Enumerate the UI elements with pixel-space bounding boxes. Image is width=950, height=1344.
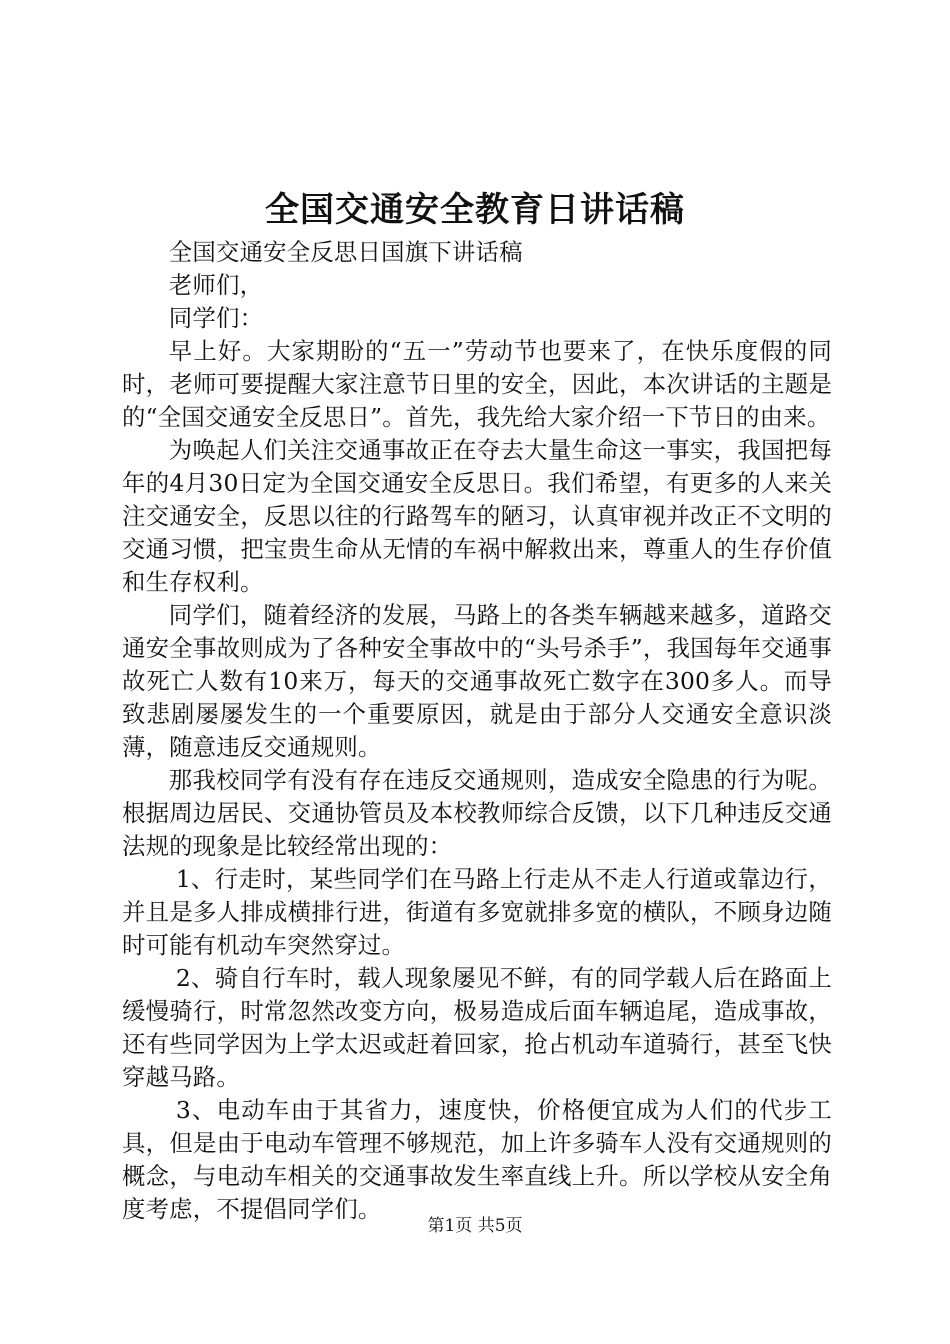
paragraph-salutation-teachers: 老师们， bbox=[168, 271, 264, 299]
document-title: 全国交通安全教育日讲话稿 bbox=[265, 190, 685, 230]
page-number-footer: 第1页 共5页 bbox=[427, 1216, 523, 1236]
list-item-ebike: 3、电动车由于其省力，速度快，价格便宜成为人们的代步工具，但是由于电动车管理不够规范，加上许多骑车人没有交通规则的概念，与电动车相关的交通事故发生率直线上升。所以学校从安全角度考虑，不提倡同学们。 bbox=[122, 1096, 832, 1223]
paragraph-origin: 为唤起人们关注交通事故正在夺去大量生命这一事实，我国把每年的4月30日定为全国交通安全反思日。我们希望，有更多的人来关注交通安全，反思以往的行路驾车的陋习，认真审视并改正不文明的交通习惯，把宝贵生命从无情的车祸中解救出来，尊重人的生存价值和生存权利。 bbox=[122, 436, 832, 596]
list-item-cycling: 2、骑自行车时，载人现象屡见不鲜，有的同学载人后在路面上缓慢骑行，时常忽然改变方向，极易造成后面车辆追尾，造成事故，还有些同学因为上学太迟或赶着回家，抢占机动车道骑行，甚至飞快穿越马路。 bbox=[122, 964, 832, 1091]
paragraph-subtitle: 全国交通安全反思日国旗下讲话稿 bbox=[168, 238, 523, 266]
paragraph-statistics: 同学们，随着经济的发展，马路上的各类车辆越来越多，道路交通安全事故则成为了各种安全事故中的“头号杀手”，我国每年交通事故死亡人数有10来万，每天的交通事故死亡数字在300多人。而导致悲剧屡屡发生的一个重要原因，就是由于部分人交通安全意识淡薄，随意违反交通规则。 bbox=[122, 601, 832, 761]
paragraph-salutation-students: 同学们： bbox=[168, 304, 264, 332]
list-item-walking: 1、行走时，某些同学们在马路上行走从不走人行道或靠边行，并且是多人排成横排行进，街道有多宽就排多宽的横队，不顾身边随时可能有机动车突然穿过。 bbox=[122, 865, 832, 959]
document-body bbox=[122, 236, 832, 1226]
paragraph-greeting: 早上好。大家期盼的“五一”劳动节也要来了，在快乐度假的同时，老师可要提醒大家注意节日里的安全，因此，本次讲话的主题是的“全国交通安全反思日”。首先，我先给大家介绍一下节日的由来。 bbox=[122, 337, 832, 431]
paragraph-school-issues: 那我校同学有没有存在违反交通规则，造成安全隐患的行为呢。根据周边居民、交通协管员及本校教师综合反馈，以下几种违反交通法规的现象是比较经常出现的： bbox=[122, 766, 832, 860]
